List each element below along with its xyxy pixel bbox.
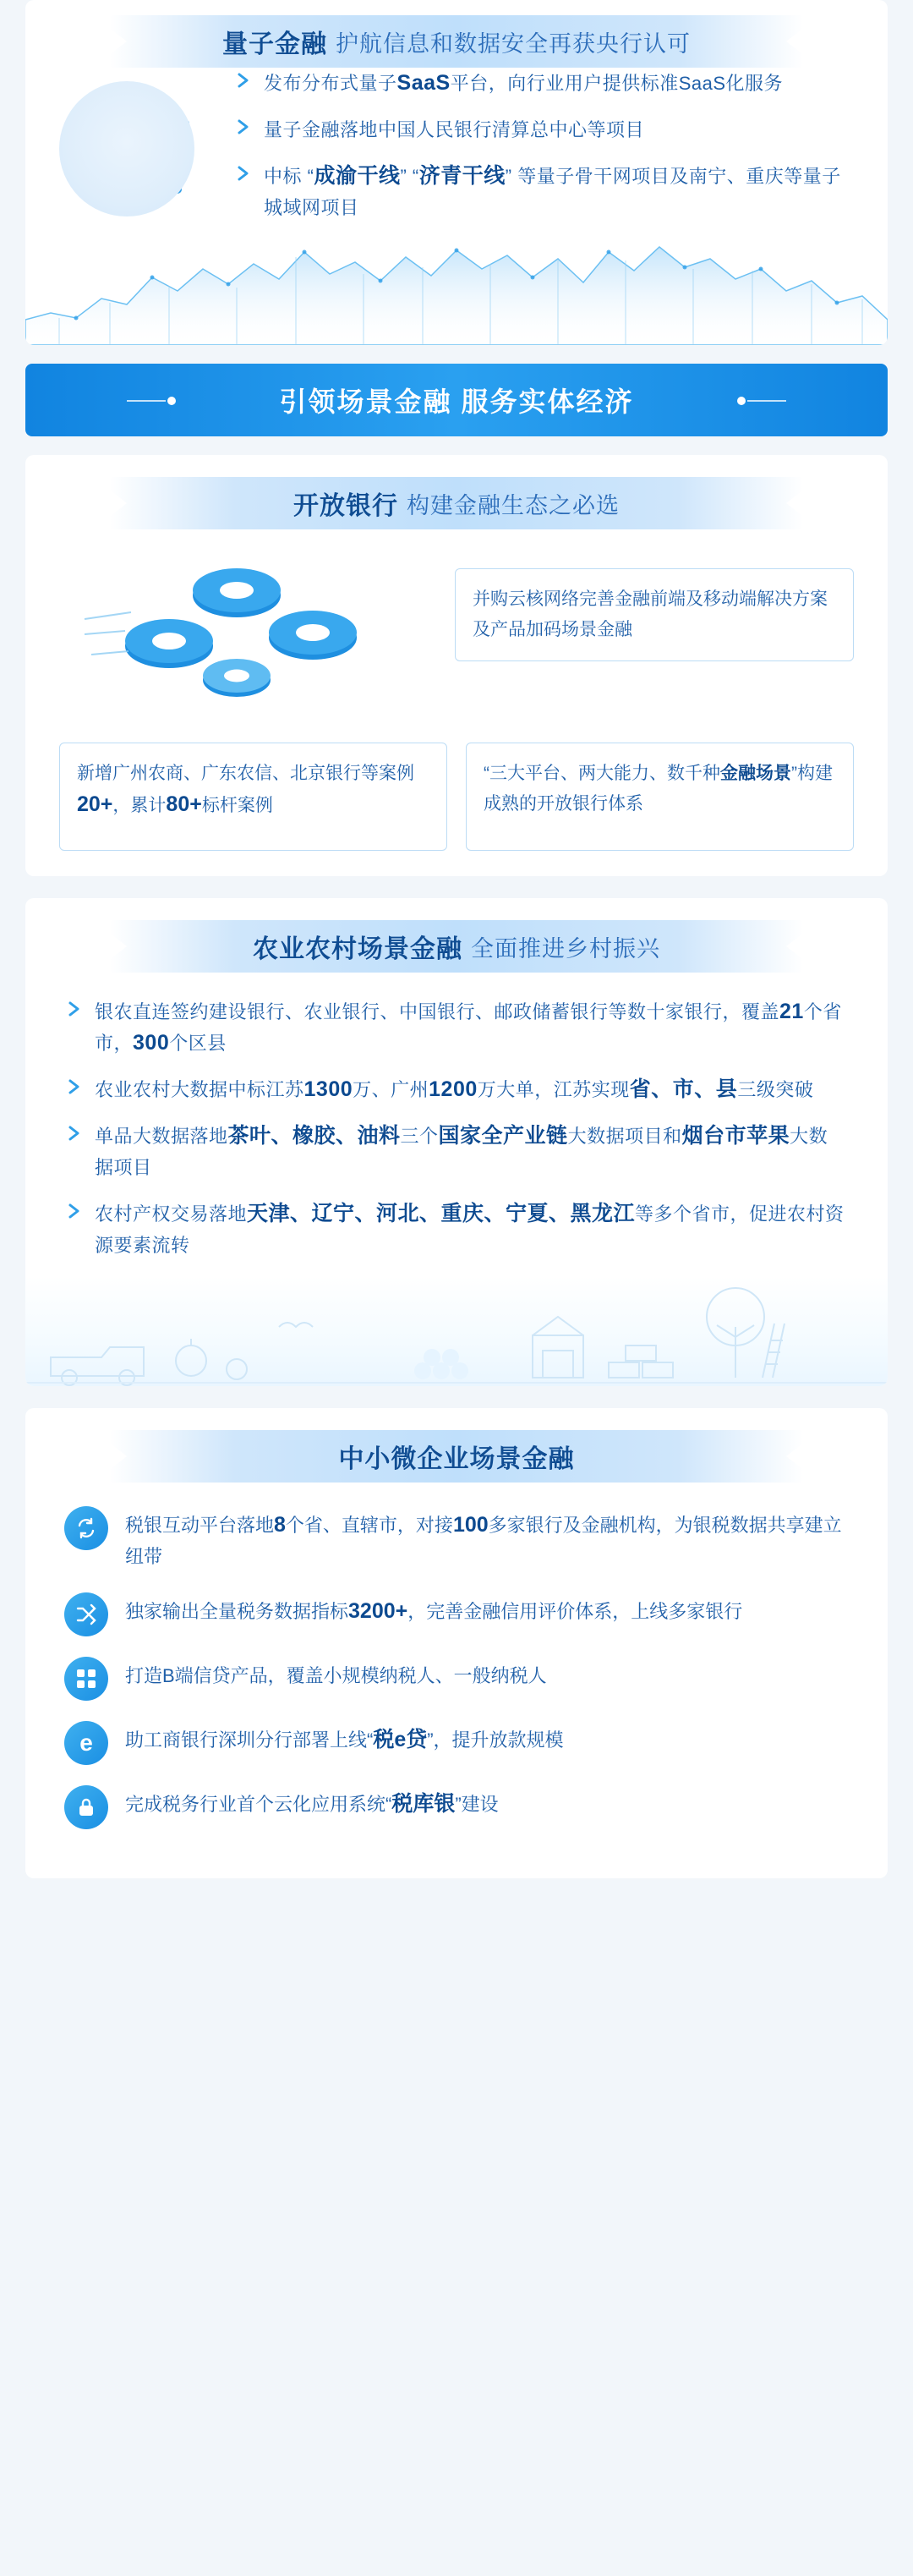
openbank-box-1-text: 新增广州农商、广东农信、北京银行等案例20+，累计80+标杆案例	[77, 764, 414, 816]
e-icon: e	[64, 1721, 108, 1765]
openbank-note-box	[455, 568, 854, 661]
bullet-text: 发布分布式量子SaaS平台，向行业用户提供标准SaaS化服务	[264, 71, 784, 95]
arrow-icon	[237, 166, 252, 181]
farm-scene-icon	[25, 1276, 888, 1386]
quantum-heading-main: 量子金融	[222, 30, 327, 58]
sme-row-text: 助工商银行深圳分行部署上线“税e贷”，提升放款规模	[125, 1728, 564, 1751]
grid-icon	[64, 1657, 108, 1701]
sme-row-text: 独家输出全量税务数据指标3200+，完善金融信用评价体系，上线多家银行	[125, 1599, 743, 1623]
bottom-spacer	[0, 1878, 913, 1900]
shuffle-icon	[64, 1592, 108, 1636]
openbank-box-2	[466, 743, 854, 851]
sme-heading	[110, 1430, 803, 1483]
agri-heading-main: 农业农村场景金融	[253, 935, 462, 963]
section-open-bank	[25, 455, 888, 876]
sme-row-text: 税银互动平台落地8个省、直辖市，对接100多家银行及金融机构，为银税数据共享建立纽带	[125, 1513, 842, 1567]
bullet-item	[68, 996, 845, 1059]
openbank-heading	[110, 477, 803, 529]
sme-row	[64, 1657, 849, 1701]
bullet-text: 单品大数据落地茶叶、橡胶、油料三个国家全产业链大数据项目和烟台市苹果大数据项目	[95, 1124, 828, 1178]
section-agriculture	[25, 898, 888, 1386]
sme-row	[64, 1721, 849, 1765]
arrow-icon	[237, 119, 252, 134]
sme-heading-main: 中小微企业场景金融	[338, 1445, 575, 1473]
band-tick-left	[127, 400, 166, 402]
satellite-circle-bg	[59, 81, 194, 216]
agri-bullet-list	[68, 996, 845, 1261]
section-band	[25, 364, 888, 436]
quantum-bullet-list	[237, 68, 854, 238]
sme-row-text: 打造B端信贷产品，覆盖小规模纳税人、一般纳税人	[125, 1665, 547, 1686]
band-title: 引领场景金融 服务实体经济	[279, 386, 634, 417]
sme-row	[64, 1592, 849, 1636]
bullet-text: 农村产权交易落地天津、辽宁、河北、重庆、宁夏、黑龙江等多个省市，促进农村资源要素流转	[95, 1202, 845, 1256]
agriculture-illustration	[25, 1276, 888, 1386]
bullet-text: 中标 “成渝干线” “济青干线” 等量子骨干网项目及南宁、重庆等量子城域网项目	[264, 164, 841, 218]
agri-heading	[110, 920, 803, 973]
bullet-text: 量子金融落地中国人民银行清算总中心等项目	[264, 119, 645, 140]
arrow-icon	[68, 1001, 83, 1017]
bullet-item	[237, 68, 854, 99]
sme-row	[64, 1506, 849, 1572]
bullet-item	[68, 1198, 845, 1261]
sme-row-text: 完成税务行业首个云化应用系统“税库银”建设	[125, 1792, 499, 1816]
refresh-icon	[64, 1506, 108, 1550]
bullet-text: 银农直连签约建设银行、农业银行、中国银行、邮政储蓄银行等数十家银行，覆盖21个省市，300个区县	[95, 1000, 842, 1055]
sme-row-list	[64, 1506, 849, 1829]
quantum-heading-sub: 护航信息和数据安全再获央行认可	[336, 30, 691, 57]
openbank-note-text: 并购云核网络完善金融前端及移动端解决方案及产品加码场景金融	[473, 589, 828, 639]
bullet-item	[68, 1074, 845, 1105]
lock-icon	[64, 1785, 108, 1829]
bullet-item	[237, 114, 854, 145]
section-sme	[25, 1408, 888, 1878]
wave-decoration	[25, 218, 888, 345]
agri-heading-sub: 全面推进乡村振兴	[471, 935, 660, 962]
satellite-illustration	[59, 81, 203, 225]
openbank-heading-sub: 构建金融生态之必选	[407, 492, 620, 518]
bullet-item	[237, 161, 854, 223]
openbank-box-1	[59, 743, 447, 851]
isometric-rings-icon	[59, 553, 499, 722]
quantum-heading	[110, 15, 803, 68]
openbank-illustration	[25, 553, 888, 731]
bullet-text: 农业农村大数据中标江苏1300万、广州1200万大单，江苏实现省、市、县三级突破	[95, 1077, 814, 1101]
band-tick-right	[747, 400, 786, 402]
openbank-box-row	[59, 743, 854, 851]
arrow-icon	[68, 1079, 83, 1094]
arrow-icon	[68, 1126, 83, 1141]
sme-row	[64, 1785, 849, 1829]
arrow-icon	[68, 1203, 83, 1219]
openbank-heading-main: 开放银行	[293, 492, 398, 520]
arrow-icon	[237, 73, 252, 88]
bullet-item	[68, 1121, 845, 1183]
section-quantum	[25, 0, 888, 345]
openbank-box-2-text: “三大平台、两大能力、数千种金融场景”构建成熟的开放银行体系	[484, 764, 833, 814]
